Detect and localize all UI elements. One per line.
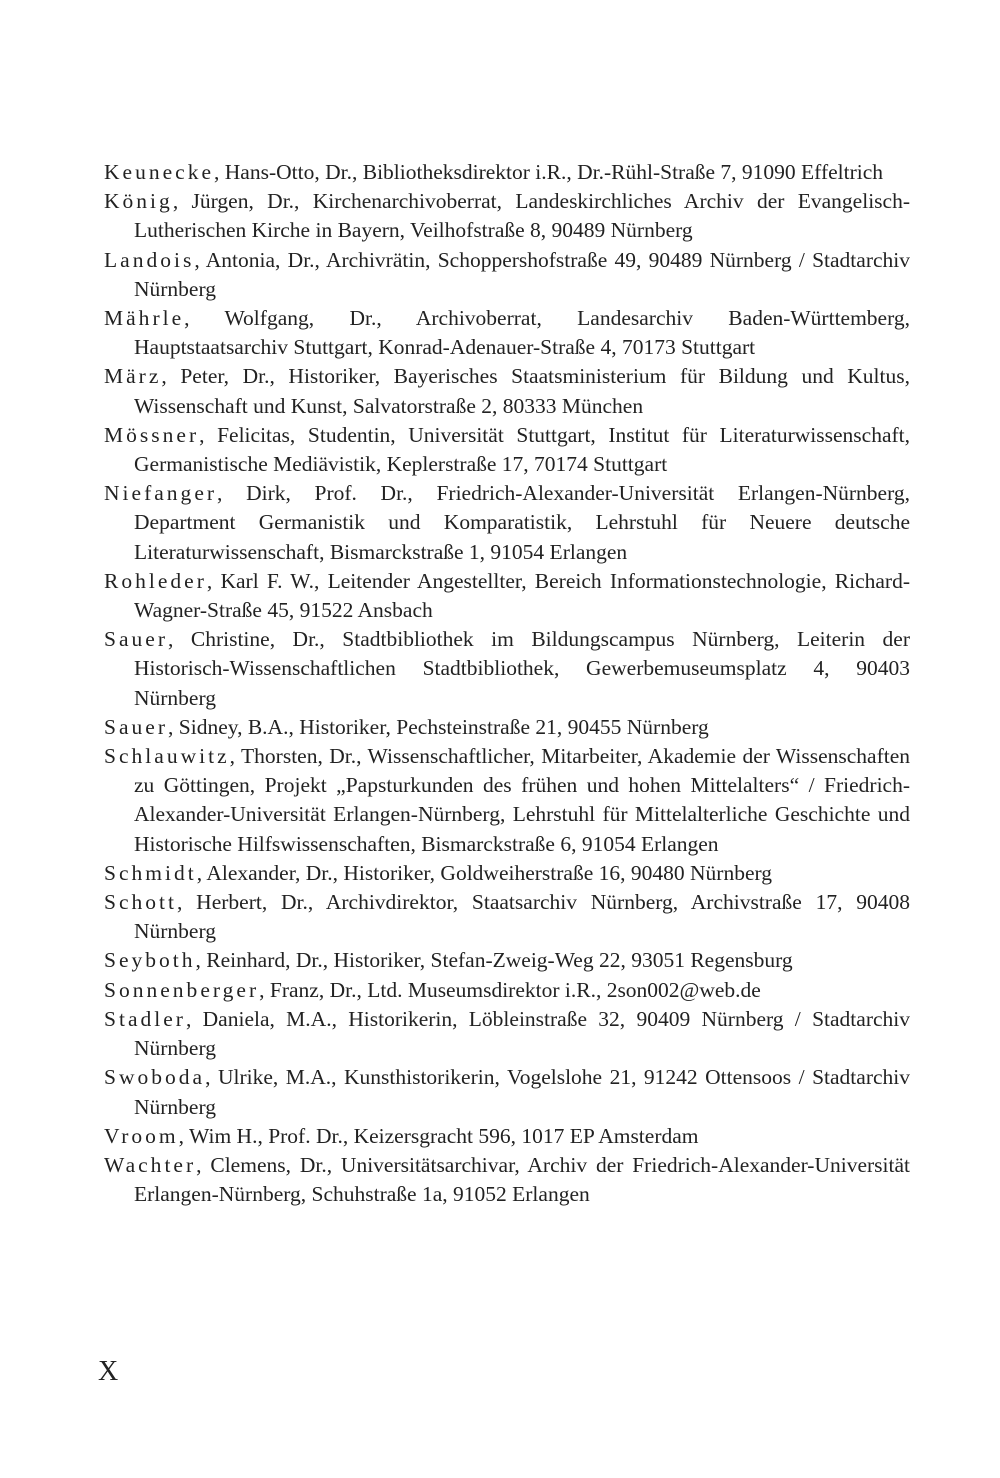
contributor-surname: Sonnenberger: [104, 977, 260, 1002]
contributor-details: , Dirk, Prof. Dr., Friedrich-Alexander-Universität Erlangen-Nürnberg, Department Germanistik und Komparatistik, Lehrstuhl für Neuere deutsche Literaturwissenschaft, Bismarckstraße 1, 91054 Erlangen: [134, 481, 910, 564]
contributor-surname: Vroom: [104, 1123, 179, 1148]
contributor-details: , Herbert, Dr., Archivdirektor, Staatsarchiv Nürnberg, Archivstraße 17, 90408 Nürnberg: [134, 890, 910, 944]
contributor-details: , Clemens, Dr., Universitätsarchivar, Archiv der Friedrich-Alexander-Universität Erlangen-Nürnberg, Schuhstraße 1a, 91052 Erlangen: [134, 1152, 910, 1207]
list-item: [104, 1063, 910, 1121]
list-item: [104, 1151, 910, 1209]
contributor-surname: März: [104, 364, 162, 389]
contributor-details: , Sidney, B.A., Historiker, Pechsteinstraße 21, 90455 Nürnberg: [168, 714, 709, 739]
contributor-details: , Wim H., Prof. Dr., Keizersgracht 596, 1017 EP Amsterdam: [178, 1123, 699, 1148]
contributor-surname: Keunecke: [104, 160, 215, 184]
contributor-details: , Antonia, Dr., Archivrätin, Schoppershofstraße 49, 90489 Nürnberg / Stadtarchiv Nürnberg: [134, 247, 910, 301]
list-item: [104, 625, 910, 713]
contributor-details: , Christine, Dr., Stadtbibliothek im Bildungscampus Nürnberg, Leiterin der Historisch-Wissenschaftlichen Stadtbibliothek, Gewerbemuseumsplatz 4, 90403 Nürnberg: [134, 627, 910, 710]
contributor-surname: Landois: [104, 247, 195, 272]
list-item: [104, 1005, 910, 1063]
contributor-details: , Reinhard, Dr., Historiker, Stefan-Zweig-Weg 22, 93051 Regensburg: [195, 948, 793, 973]
contributor-surname: Schmidt: [104, 860, 197, 885]
contributor-surname: Sauer: [104, 714, 169, 739]
contributor-details: , Ulrike, M.A., Kunsthistorikerin, Vogelslohe 21, 91242 Ottensoos / Stadtarchiv Nürnberg: [134, 1065, 910, 1119]
list-item: [104, 567, 910, 625]
contributor-surname: Seyboth: [104, 948, 196, 973]
contributor-details: , Wolfgang, Dr., Archivoberrat, Landesarchiv Baden-Württemberg, Hauptstaatsarchiv Stuttgart, Konrad-Adenauer-Straße 4, 70173 Stuttgart: [134, 306, 910, 360]
contributor-surname: Sauer: [104, 627, 169, 652]
contributor-details: , Peter, Dr., Historiker, Bayerisches Staatsministerium für Bildung und Kultus, Wissenschaft und Kunst, Salvatorstraße 2, 80333 München: [134, 364, 910, 418]
list-item: [104, 713, 910, 742]
list-item: [104, 304, 910, 362]
list-item: [104, 479, 910, 567]
list-item: [104, 187, 910, 245]
contributor-surname: Schott: [104, 890, 178, 915]
list-item: [104, 421, 910, 479]
list-item: [104, 362, 910, 420]
list-item: [104, 976, 910, 1005]
list-item: [104, 742, 910, 859]
contributor-surname: Mährle: [104, 306, 185, 331]
contributor-details: , Felicitas, Studentin, Universität Stuttgart, Institut für Literaturwissenschaft, Germanistische Mediävistik, Keplerstraße 17, 70174 Stuttgart: [134, 422, 910, 477]
contributor-surname: Niefanger: [104, 481, 218, 506]
list-item: [104, 888, 910, 946]
contributor-details: , Jürgen, Dr., Kirchenarchivoberrat, Landeskirchliches Archiv der Evangelisch-Lutherischen Kirche in Bayern, Veilhofstraße 8, 90489 Nürnberg: [134, 189, 910, 243]
list-item: [104, 246, 910, 304]
contributor-details: , Alexander, Dr., Historiker, Goldweiherstraße 16, 90480 Nürnberg: [196, 860, 773, 885]
contributor-surname: Schlauwitz: [104, 744, 230, 769]
contributor-surname: Swoboda: [104, 1065, 206, 1090]
contributor-details: , Thorsten, Dr., Wissenschaftlicher, Mitarbeiter, Akademie der Wissenschaften zu Göttingen, Projekt „Papsturkunden des frühen und hohen Mittelalters“ / Friedrich-Alexander-Universität Erlangen-Nürnberg, Lehrstuhl für Mittelalterliche Geschichte und Historische Hilfswissenschaften, Bismarckstraße 6, 91054 Erlangen: [134, 744, 910, 856]
contributor-surname: König: [104, 189, 173, 214]
contributor-details: , Karl F. W., Leitender Angestellter, Bereich Informationstechnologie, Richard-Wagner-Straße 45, 91522 Ansbach: [134, 568, 910, 623]
contributor-surname: Wachter: [104, 1152, 197, 1177]
contributors-list: [104, 158, 910, 1209]
contributor-details: , Hans-Otto, Dr., Bibliotheksdirektor i.R., Dr.-Rühl-Straße 7, 91090 Effeltrich: [214, 160, 884, 184]
page-number: X: [98, 1356, 119, 1387]
contributor-details: , Daniela, M.A., Historikerin, Löbleinstraße 32, 90409 Nürnberg / Stadtarchiv Nürnberg: [134, 1006, 910, 1061]
list-item: [104, 1122, 910, 1151]
list-item: [104, 859, 910, 888]
contributor-details: , Franz, Dr., Ltd. Museumsdirektor i.R., 2son002@web.de: [259, 977, 761, 1002]
list-item: [104, 158, 910, 187]
contributor-surname: Stadler: [104, 1006, 186, 1031]
contributor-surname: Mössner: [104, 422, 200, 447]
list-item: [104, 946, 910, 975]
contributor-surname: Rohleder: [104, 568, 207, 593]
